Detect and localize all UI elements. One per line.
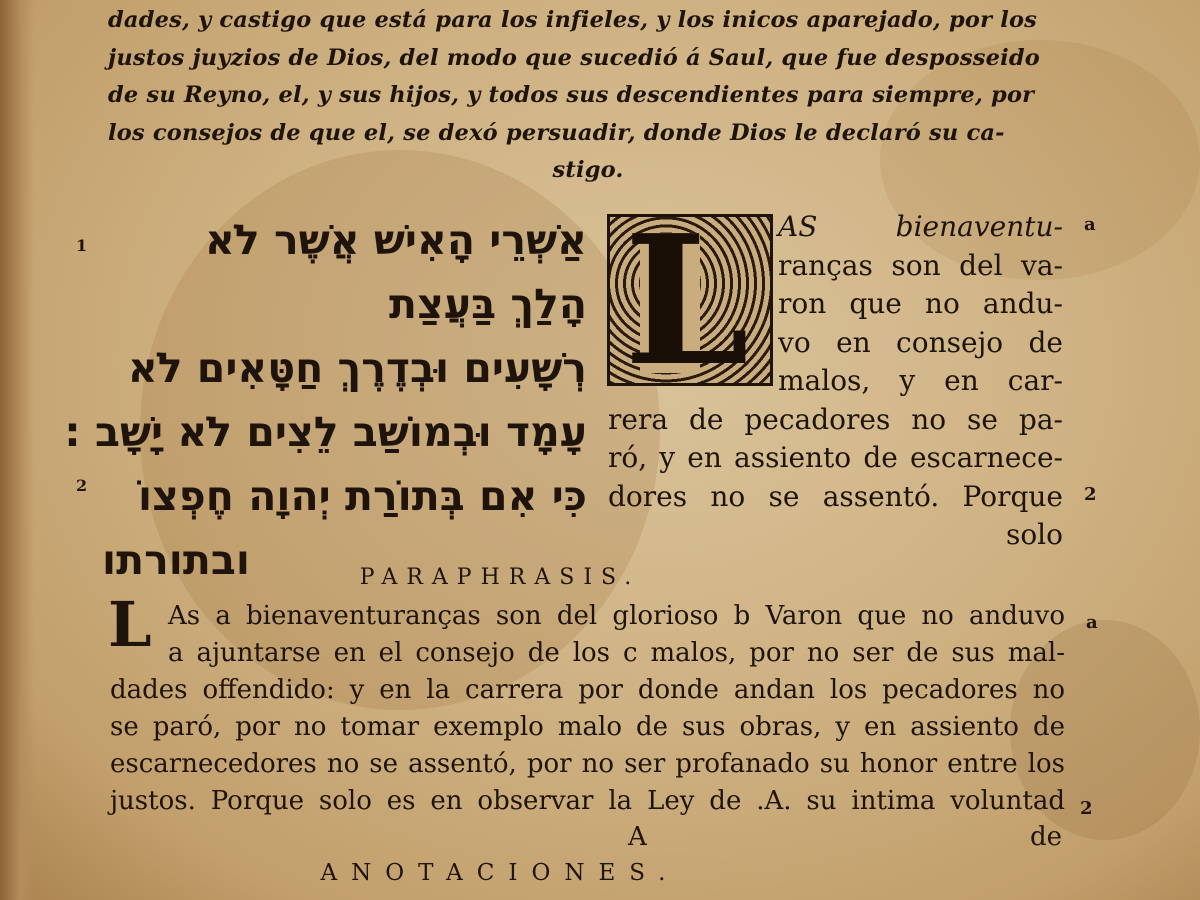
margin-mark: a <box>1086 612 1098 633</box>
spanish-line: malos, y en car- <box>778 364 1063 397</box>
margin-mark: 2 <box>1080 798 1093 819</box>
catchword: de <box>1030 822 1063 852</box>
margin-mark: 2 <box>1084 484 1097 505</box>
spanish-line: rera de pecadores no se pa- <box>608 402 1063 436</box>
text-line: stigo. <box>552 157 624 183</box>
hebrew-line: כִּי אִם בְּתוֹרַת יְהוָה חֶפְצוֹ <box>137 472 587 520</box>
paraphrasis-line: se paró, por no tomar exemplo malo de sus obras, y en assiento de <box>110 712 1065 742</box>
page-edge-shadow <box>0 0 34 900</box>
paraphrasis-heading: PARAPHRASIS. <box>359 565 641 590</box>
spanish-line: dores no se assentó. Porque <box>608 479 1063 513</box>
hebrew-line: רְשָׁעִים וּבְדֶרֶךְ חַטָּאִים לֹא <box>127 344 587 392</box>
spanish-line: ron que no andu- <box>778 287 1063 320</box>
text-line: de su Reyno, el, y sus hijos, y todos sus descendientes para siempre, por <box>108 82 1035 108</box>
hebrew-column <box>64 208 587 592</box>
text-line: dades, y castigo que está para los infieles, y los inicos aparejado, por los <box>108 7 1038 33</box>
anotaciones-heading: ANOTACIONES. <box>320 860 680 886</box>
signature-mark: A <box>628 822 647 852</box>
hebrew-line: אַשְׁרֵי הָאִישׁ אֲשֶׁר לֹא <box>205 216 587 264</box>
spanish-line: ranças son del va- <box>778 248 1063 282</box>
text-line: los consejos de que el, se dexó persuadir, donde Dios le declaró su ca- <box>108 119 1005 146</box>
paraphrasis-line: As a bienaventuranças son del glorioso b Varon que no anduvo <box>168 601 1065 631</box>
spanish-line: solo <box>1005 518 1063 551</box>
spanish-column <box>608 196 1063 555</box>
text-line: justos juyzios de Dios, del modo que sucedió á Saul, que fue desposseido <box>108 44 1040 71</box>
initial-letter: L <box>624 196 750 405</box>
paraphrasis-line: escarnecedores no se assentó, por no ser profanado su honor entre los <box>110 749 1065 779</box>
paraphrasis-line: dades offendido: y en la carrera por donde andan los pecadores no <box>110 675 1065 705</box>
top-paragraph <box>108 2 1068 190</box>
paraphrasis-line: a ajuntarse en el consejo de los c malos, por no ser de sus mal- <box>168 638 1065 668</box>
margin-mark: a <box>1084 214 1096 235</box>
hebrew-line: הָלַךְ בַּעֲצַת <box>389 280 587 328</box>
hebrew-line: עָמָד וּבְמוֹשַׁב לֵצִים לֹא יָשָׁב : <box>64 408 587 456</box>
paraphrasis-initial: L <box>108 588 152 661</box>
verse-number: 2 <box>76 476 88 495</box>
spanish-line: AS bienaventu- <box>778 210 1063 243</box>
paraphrasis-text <box>110 598 1065 820</box>
spanish-line: vo en consejo de <box>778 325 1063 359</box>
hebrew-line: ובתורתו <box>102 536 250 584</box>
verse-number: 1 <box>76 236 88 255</box>
spanish-line: ró, y en assiento de escarnece- <box>608 441 1063 474</box>
paraphrasis-line: justos. Porque solo es en observar la Ley de .A. su intima voluntad <box>110 786 1065 816</box>
